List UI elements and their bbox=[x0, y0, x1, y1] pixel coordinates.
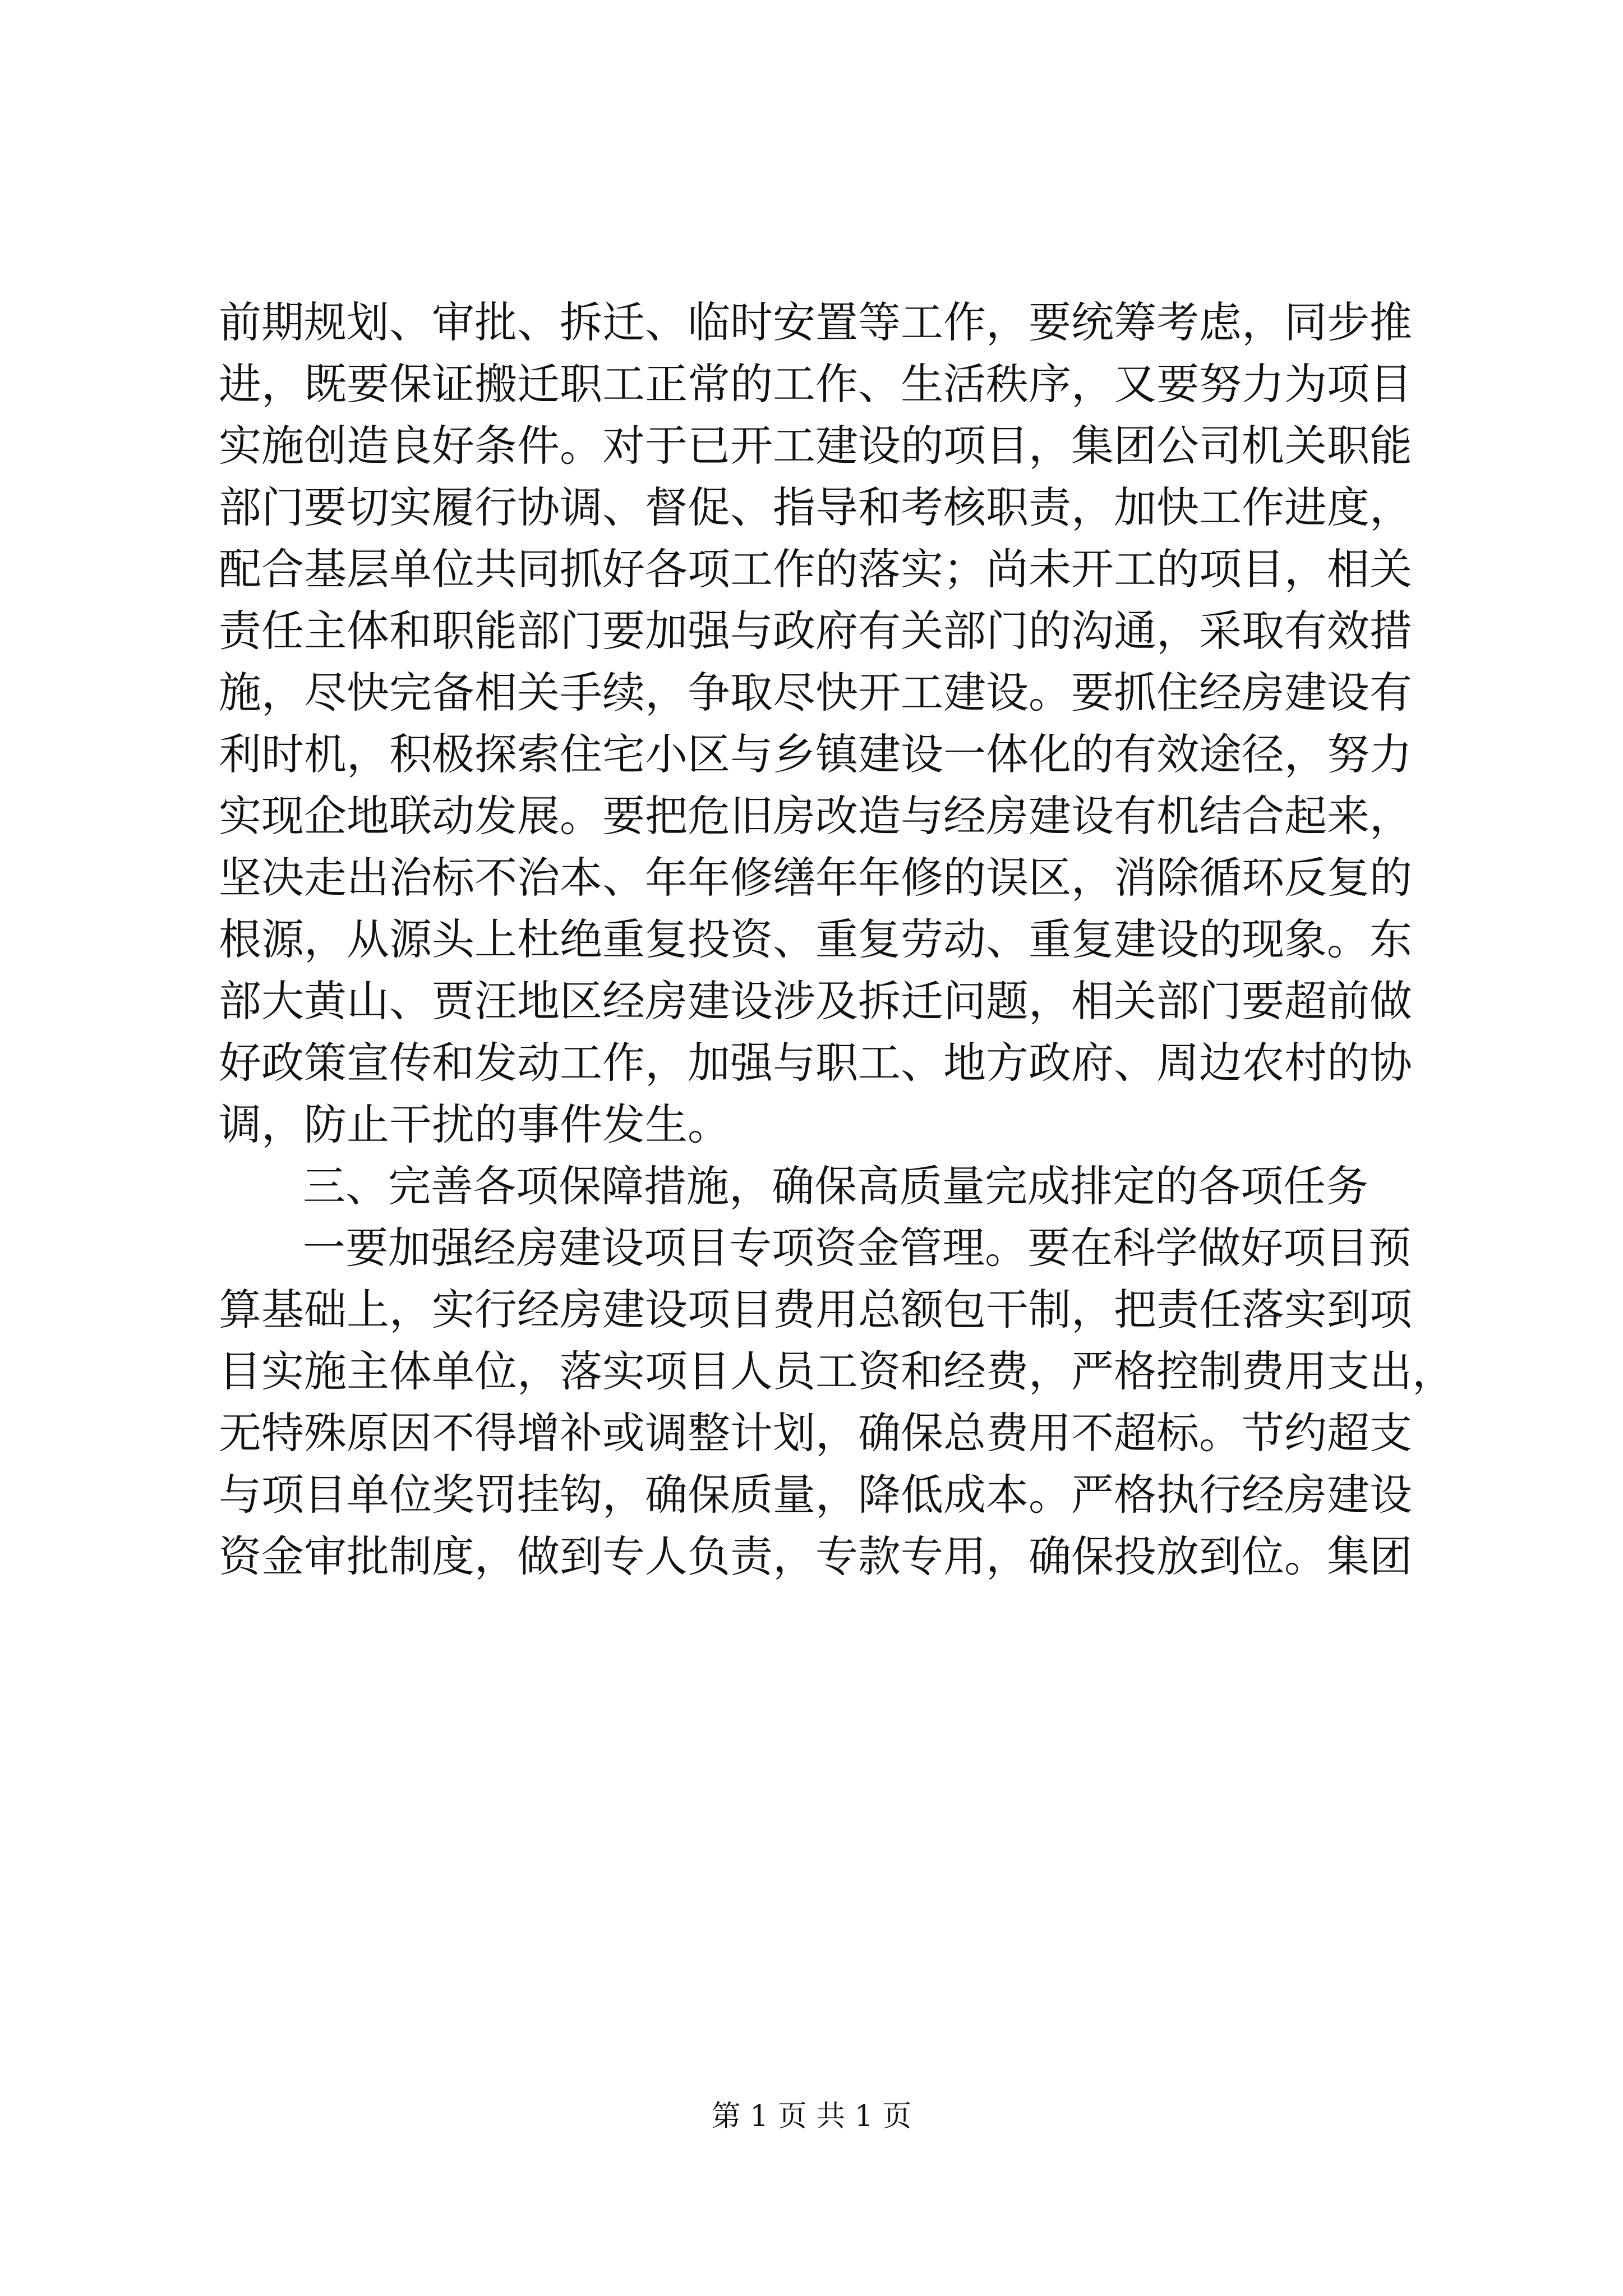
text-line: 坚决走出治标不治本、年年修缮年年修的误区，消除循环反复的 bbox=[219, 853, 1412, 903]
section-heading: 三、完善各项保障措施，确保高质量完成排定的各项任务 bbox=[303, 1161, 1368, 1211]
text-line: 与项目单位奖罚挂钩，确保质量，降低成本。严格执行经房建设 bbox=[219, 1470, 1412, 1520]
text-line: 施，尽快完备相关手续，争取尽快开工建设。要抓住经房建设有 bbox=[219, 668, 1412, 717]
text-line: 利时机，积极探索住宅小区与乡镇建设一体化的有效途径，努力 bbox=[219, 729, 1412, 779]
text-line: 一要加强经房建设项目专项资金管理。要在科学做好项目预 bbox=[303, 1223, 1411, 1273]
text-line: 部门要切实履行协调、督促、指导和考核职责，加快工作进度， bbox=[219, 482, 1412, 532]
text-line: 无特殊原因不得增补或调整计划，确保总费用不超标。节约超支 bbox=[219, 1408, 1412, 1458]
page-number-footer: 第 1 页 共 1 页 bbox=[711, 2100, 912, 2133]
text-line: 进，既要保证搬迁职工正常的工作、生活秩序，又要努力为项目 bbox=[219, 359, 1412, 409]
text-line: 配合基层单位共同抓好各项工作的落实；尚未开工的项目，相关 bbox=[219, 544, 1412, 594]
text-line: 责任主体和职能部门要加强与政府有关部门的沟通，采取有效措 bbox=[219, 606, 1412, 656]
text-line: 实施创造良好条件。对于已开工建设的项目，集团公司机关职能 bbox=[219, 421, 1412, 471]
text-line: 算基础上，实行经房建设项目费用总额包干制，把责任落实到项 bbox=[219, 1285, 1412, 1335]
text-line: 部大黄山、贾汪地区经房建设涉及拆迁问题，相关部门要超前做 bbox=[219, 976, 1412, 1026]
text-line: 好政策宣传和发动工作，加强与职工、地方政府、周边农村的协 bbox=[219, 1038, 1412, 1088]
text-line: 资金审批制度，做到专人负责，专款专用，确保投放到位。集团 bbox=[219, 1531, 1412, 1581]
text-line: 根源，从源头上杜绝重复投资、重复劳动、重复建设的现象。东 bbox=[219, 914, 1412, 964]
text-line: 实现企地联动发展。要把危旧房改造与经房建设有机结合起来， bbox=[219, 791, 1412, 841]
text-line: 目实施主体单位，落实项目人员工资和经费，严格控制费用支出， bbox=[219, 1346, 1455, 1396]
text-line: 前期规划、审批、拆迁、临时安置等工作，要统筹考虑，同步推 bbox=[219, 297, 1412, 347]
text-line: 调，防止干扰的事件发生。 bbox=[219, 1099, 730, 1149]
